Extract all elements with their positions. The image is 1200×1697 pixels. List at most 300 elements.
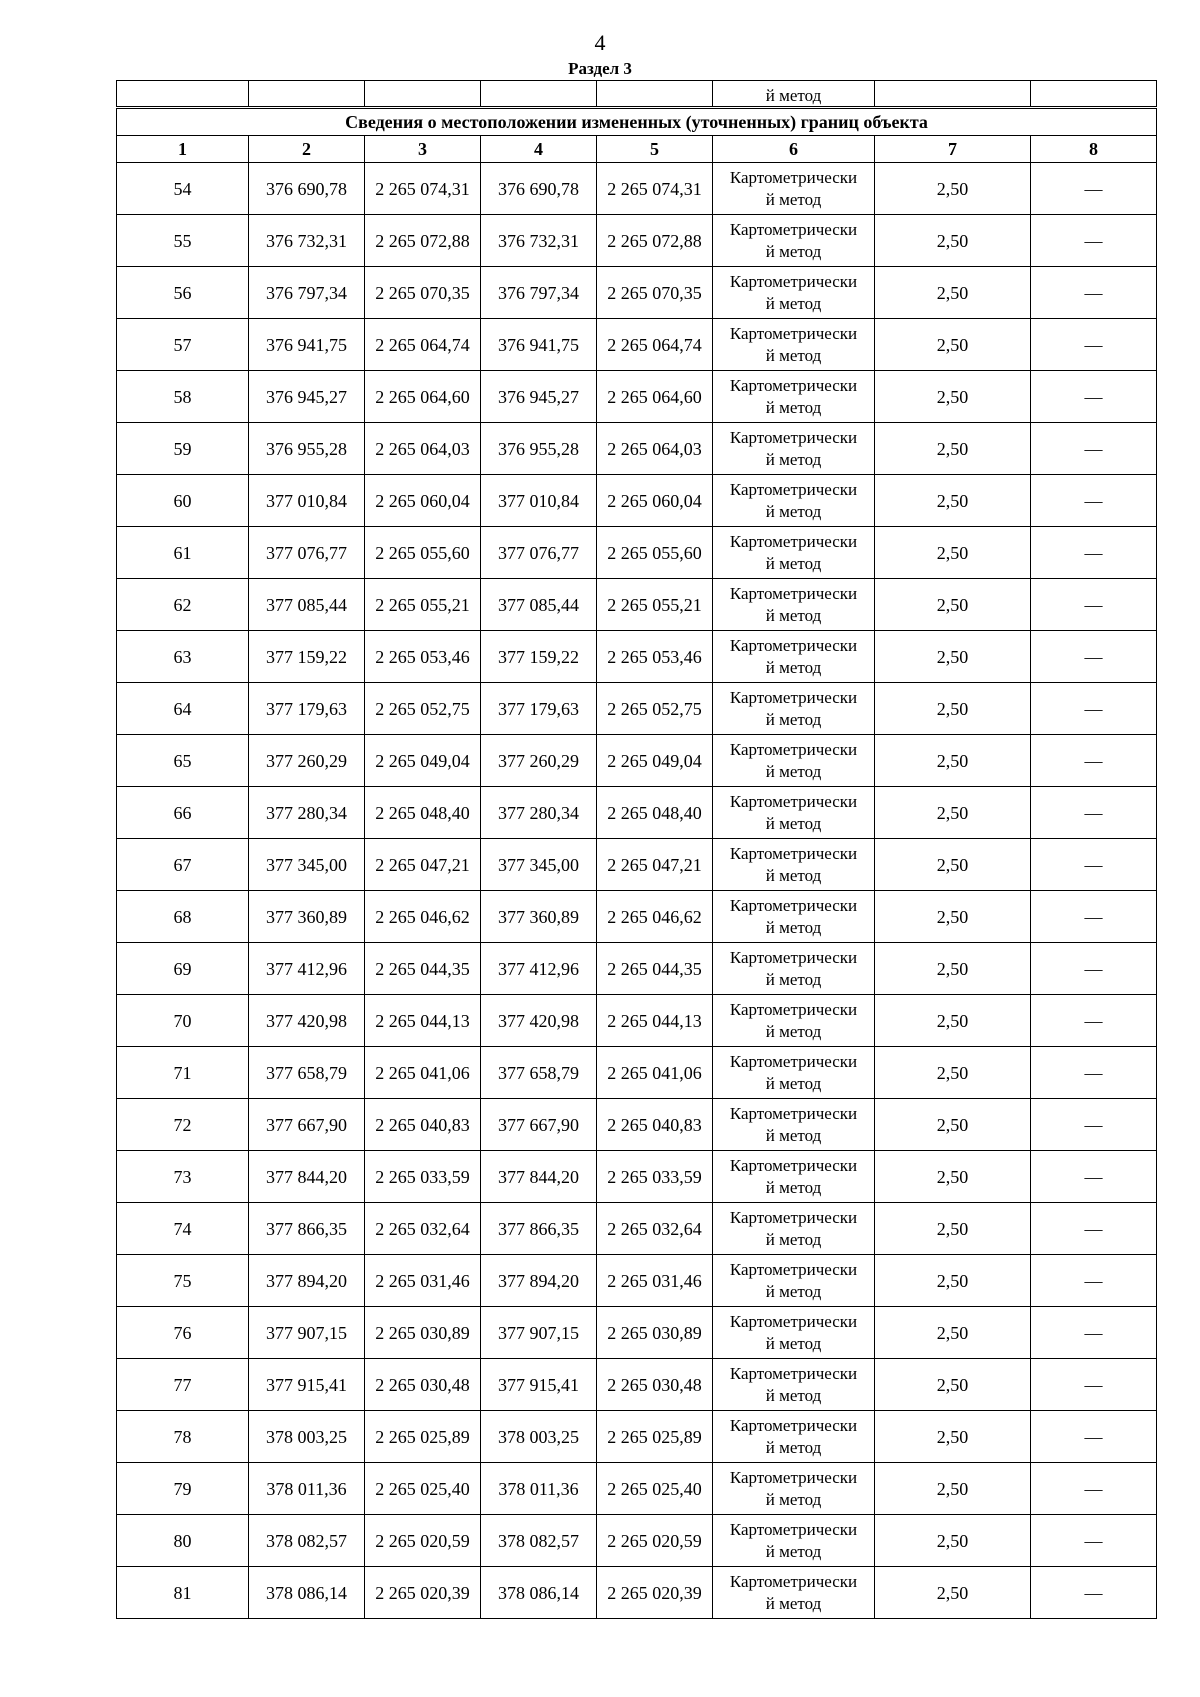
column-number: 5 (597, 136, 713, 163)
point-number-cell: 56 (117, 267, 249, 319)
point-number-cell: 57 (117, 319, 249, 371)
note-cell: — (1031, 683, 1157, 735)
column-number: 7 (875, 136, 1031, 163)
y-existing-cell: 2 265 044,35 (365, 943, 481, 995)
method-line-1: Картометрически (729, 480, 858, 499)
method-cell (713, 787, 875, 839)
method-line-2: й метод (765, 1490, 822, 1509)
x-existing-cell: 378 086,14 (249, 1567, 365, 1619)
x-existing-cell: 377 010,84 (249, 475, 365, 527)
method-cell (713, 1307, 875, 1359)
table-row (117, 839, 1157, 891)
x-refined-cell: 377 345,00 (481, 839, 597, 891)
x-existing-cell: 376 945,27 (249, 371, 365, 423)
method-line-2: й метод (765, 190, 822, 209)
accuracy-cell: 2,50 (875, 735, 1031, 787)
table-heading: Сведения о местоположении измененных (уточненных) границ объекта (117, 108, 1157, 136)
method-cell (713, 1099, 875, 1151)
note-cell: — (1031, 787, 1157, 839)
method-line-1: Картометрически (729, 688, 858, 707)
y-existing-cell: 2 265 044,13 (365, 995, 481, 1047)
point-number-cell: 80 (117, 1515, 249, 1567)
note-cell: — (1031, 1411, 1157, 1463)
accuracy-cell: 2,50 (875, 787, 1031, 839)
method-line-1: Картометрически (729, 896, 858, 915)
x-existing-cell: 377 894,20 (249, 1255, 365, 1307)
table-row (117, 1567, 1157, 1619)
y-refined-cell: 2 265 055,60 (597, 527, 713, 579)
x-refined-cell: 378 086,14 (481, 1567, 597, 1619)
method-line-2: й метод (765, 606, 822, 625)
point-number-cell: 63 (117, 631, 249, 683)
table-row (117, 475, 1157, 527)
method-cell (713, 1359, 875, 1411)
accuracy-cell: 2,50 (875, 1047, 1031, 1099)
method-line-2: й метод (765, 242, 822, 261)
y-refined-cell: 2 265 060,04 (597, 475, 713, 527)
empty-cell (117, 81, 249, 108)
note-cell: — (1031, 1463, 1157, 1515)
point-number-cell: 68 (117, 891, 249, 943)
point-number-cell: 55 (117, 215, 249, 267)
x-refined-cell: 377 412,96 (481, 943, 597, 995)
y-refined-cell: 2 265 020,39 (597, 1567, 713, 1619)
note-cell: — (1031, 1203, 1157, 1255)
y-refined-cell: 2 265 020,59 (597, 1515, 713, 1567)
note-cell: — (1031, 1307, 1157, 1359)
y-refined-cell: 2 265 064,03 (597, 423, 713, 475)
x-existing-cell: 377 076,77 (249, 527, 365, 579)
note-cell: — (1031, 631, 1157, 683)
method-line-1: Картометрически (729, 948, 858, 967)
method-line-1: Картометрически (729, 792, 858, 811)
y-existing-cell: 2 265 055,60 (365, 527, 481, 579)
accuracy-cell: 2,50 (875, 631, 1031, 683)
y-existing-cell: 2 265 020,39 (365, 1567, 481, 1619)
note-cell: — (1031, 579, 1157, 631)
accuracy-cell: 2,50 (875, 891, 1031, 943)
y-refined-cell: 2 265 040,83 (597, 1099, 713, 1151)
y-existing-cell: 2 265 046,62 (365, 891, 481, 943)
empty-cell (365, 81, 481, 108)
accuracy-cell: 2,50 (875, 995, 1031, 1047)
y-existing-cell: 2 265 072,88 (365, 215, 481, 267)
method-line-1: Картометрически (729, 1104, 858, 1123)
x-refined-cell: 376 690,78 (481, 163, 597, 215)
accuracy-cell: 2,50 (875, 839, 1031, 891)
y-existing-cell: 2 265 030,89 (365, 1307, 481, 1359)
continued-row (117, 81, 1157, 108)
y-refined-cell: 2 265 033,59 (597, 1151, 713, 1203)
method-cell (713, 371, 875, 423)
method-cell (713, 1463, 875, 1515)
point-number-cell: 76 (117, 1307, 249, 1359)
method-cell: й метод (713, 81, 875, 108)
point-number-cell: 70 (117, 995, 249, 1047)
table-row (117, 423, 1157, 475)
method-cell (713, 631, 875, 683)
y-refined-cell: 2 265 064,74 (597, 319, 713, 371)
y-existing-cell: 2 265 060,04 (365, 475, 481, 527)
accuracy-cell: 2,50 (875, 1255, 1031, 1307)
y-refined-cell: 2 265 053,46 (597, 631, 713, 683)
column-number-row (117, 136, 1157, 163)
point-number-cell: 72 (117, 1099, 249, 1151)
table-row (117, 1151, 1157, 1203)
method-line-2: й метод (765, 970, 822, 989)
y-existing-cell: 2 265 030,48 (365, 1359, 481, 1411)
y-refined-cell: 2 265 032,64 (597, 1203, 713, 1255)
method-cell (713, 215, 875, 267)
x-existing-cell: 376 955,28 (249, 423, 365, 475)
method-cell (713, 1151, 875, 1203)
accuracy-cell: 2,50 (875, 1203, 1031, 1255)
method-line-2: й метод (765, 1386, 822, 1405)
method-line-1: Картометрически (729, 220, 858, 239)
x-refined-cell: 377 260,29 (481, 735, 597, 787)
note-cell: — (1031, 891, 1157, 943)
method-line-1: Картометрически (729, 376, 858, 395)
table-row (117, 1515, 1157, 1567)
y-refined-cell: 2 265 049,04 (597, 735, 713, 787)
column-number: 3 (365, 136, 481, 163)
table-row (117, 1463, 1157, 1515)
x-existing-cell: 377 667,90 (249, 1099, 365, 1151)
y-existing-cell: 2 265 064,74 (365, 319, 481, 371)
accuracy-cell: 2,50 (875, 319, 1031, 371)
x-refined-cell: 376 945,27 (481, 371, 597, 423)
note-cell: — (1031, 1515, 1157, 1567)
y-existing-cell: 2 265 053,46 (365, 631, 481, 683)
method-cell (713, 1255, 875, 1307)
accuracy-cell: 2,50 (875, 683, 1031, 735)
x-existing-cell: 377 179,63 (249, 683, 365, 735)
method-line-2: й метод (765, 1282, 822, 1301)
table-row (117, 891, 1157, 943)
method-cell (713, 319, 875, 371)
y-existing-cell: 2 265 041,06 (365, 1047, 481, 1099)
x-existing-cell: 377 345,00 (249, 839, 365, 891)
y-refined-cell: 2 265 030,48 (597, 1359, 713, 1411)
x-existing-cell: 377 866,35 (249, 1203, 365, 1255)
x-existing-cell: 378 003,25 (249, 1411, 365, 1463)
empty-cell (1031, 81, 1157, 108)
x-existing-cell: 377 420,98 (249, 995, 365, 1047)
x-refined-cell: 377 658,79 (481, 1047, 597, 1099)
method-line-1: Картометрически (729, 324, 858, 343)
column-number: 4 (481, 136, 597, 163)
table-row (117, 527, 1157, 579)
accuracy-cell: 2,50 (875, 527, 1031, 579)
y-refined-cell: 2 265 052,75 (597, 683, 713, 735)
y-refined-cell: 2 265 044,13 (597, 995, 713, 1047)
y-existing-cell: 2 265 049,04 (365, 735, 481, 787)
accuracy-cell: 2,50 (875, 1099, 1031, 1151)
y-refined-cell: 2 265 074,31 (597, 163, 713, 215)
accuracy-cell: 2,50 (875, 1515, 1031, 1567)
accuracy-cell: 2,50 (875, 475, 1031, 527)
method-cell (713, 1567, 875, 1619)
method-line-2: й метод (765, 710, 822, 729)
point-number-cell: 77 (117, 1359, 249, 1411)
x-refined-cell: 377 907,15 (481, 1307, 597, 1359)
method-line-2: й метод (765, 1438, 822, 1457)
note-cell: — (1031, 1099, 1157, 1151)
empty-cell (597, 81, 713, 108)
accuracy-cell: 2,50 (875, 423, 1031, 475)
accuracy-cell: 2,50 (875, 943, 1031, 995)
note-cell: — (1031, 1359, 1157, 1411)
note-cell: — (1031, 215, 1157, 267)
method-cell (713, 579, 875, 631)
method-line-1: Картометрически (729, 1312, 858, 1331)
x-refined-cell: 377 076,77 (481, 527, 597, 579)
method-line-2: й метод (765, 866, 822, 885)
table-row (117, 943, 1157, 995)
empty-cell (875, 81, 1031, 108)
method-line-1: Картометрически (729, 428, 858, 447)
point-number-cell: 54 (117, 163, 249, 215)
empty-cell (249, 81, 365, 108)
point-number-cell: 78 (117, 1411, 249, 1463)
note-cell: — (1031, 475, 1157, 527)
method-cell (713, 423, 875, 475)
x-existing-cell: 377 159,22 (249, 631, 365, 683)
x-refined-cell: 376 732,31 (481, 215, 597, 267)
method-line-2: й метод (765, 1074, 822, 1093)
x-existing-cell: 376 941,75 (249, 319, 365, 371)
method-line-2: й метод (765, 918, 822, 937)
table-row (117, 267, 1157, 319)
note-cell: — (1031, 995, 1157, 1047)
table-row (117, 1047, 1157, 1099)
x-refined-cell: 376 797,34 (481, 267, 597, 319)
note-cell: — (1031, 1255, 1157, 1307)
method-line-2: й метод (765, 1178, 822, 1197)
x-existing-cell: 377 260,29 (249, 735, 365, 787)
y-existing-cell: 2 265 055,21 (365, 579, 481, 631)
note-cell: — (1031, 1567, 1157, 1619)
y-refined-cell: 2 265 041,06 (597, 1047, 713, 1099)
table-row (117, 1359, 1157, 1411)
table-row (117, 579, 1157, 631)
method-cell (713, 475, 875, 527)
y-existing-cell: 2 265 048,40 (365, 787, 481, 839)
point-number-cell: 59 (117, 423, 249, 475)
point-number-cell: 61 (117, 527, 249, 579)
table-row (117, 1255, 1157, 1307)
x-refined-cell: 377 085,44 (481, 579, 597, 631)
point-number-cell: 75 (117, 1255, 249, 1307)
x-refined-cell: 378 082,57 (481, 1515, 597, 1567)
point-number-cell: 58 (117, 371, 249, 423)
y-existing-cell: 2 265 064,03 (365, 423, 481, 475)
method-line-1: Картометрически (729, 844, 858, 863)
x-existing-cell: 377 844,20 (249, 1151, 365, 1203)
x-refined-cell: 377 915,41 (481, 1359, 597, 1411)
method-line-1: Картометрически (729, 584, 858, 603)
note-cell: — (1031, 527, 1157, 579)
method-line-1: Картометрически (729, 1468, 858, 1487)
note-cell: — (1031, 319, 1157, 371)
method-cell (713, 1411, 875, 1463)
column-number: 1 (117, 136, 249, 163)
method-line-2: й метод (765, 1022, 822, 1041)
point-number-cell: 62 (117, 579, 249, 631)
point-number-cell: 64 (117, 683, 249, 735)
column-number: 6 (713, 136, 875, 163)
x-refined-cell: 376 955,28 (481, 423, 597, 475)
note-cell: — (1031, 1151, 1157, 1203)
table-row (117, 735, 1157, 787)
method-line-1: Картометрически (729, 1156, 858, 1175)
accuracy-cell: 2,50 (875, 163, 1031, 215)
x-refined-cell: 377 280,34 (481, 787, 597, 839)
x-refined-cell: 378 003,25 (481, 1411, 597, 1463)
table-row (117, 371, 1157, 423)
x-refined-cell: 378 011,36 (481, 1463, 597, 1515)
x-existing-cell: 376 797,34 (249, 267, 365, 319)
note-cell: — (1031, 839, 1157, 891)
point-number-cell: 69 (117, 943, 249, 995)
x-existing-cell: 377 658,79 (249, 1047, 365, 1099)
y-refined-cell: 2 265 031,46 (597, 1255, 713, 1307)
section-title: Раздел 3 (568, 59, 632, 78)
method-line-2: й метод (765, 1542, 822, 1561)
x-existing-cell: 377 907,15 (249, 1307, 365, 1359)
method-line-2: й метод (765, 450, 822, 469)
method-line-1: Картометрически (729, 1208, 858, 1227)
empty-cell (481, 81, 597, 108)
method-line-2: й метод (765, 1230, 822, 1249)
x-refined-cell: 376 941,75 (481, 319, 597, 371)
table-row (117, 1307, 1157, 1359)
method-line-1: Картометрически (729, 1572, 858, 1591)
table-row (117, 215, 1157, 267)
y-refined-cell: 2 265 044,35 (597, 943, 713, 995)
table-row (117, 1099, 1157, 1151)
method-cell (713, 995, 875, 1047)
y-existing-cell: 2 265 033,59 (365, 1151, 481, 1203)
y-existing-cell: 2 265 070,35 (365, 267, 481, 319)
x-existing-cell: 377 915,41 (249, 1359, 365, 1411)
note-cell: — (1031, 735, 1157, 787)
note-cell: — (1031, 371, 1157, 423)
accuracy-cell: 2,50 (875, 1463, 1031, 1515)
method-cell (713, 735, 875, 787)
x-existing-cell: 378 011,36 (249, 1463, 365, 1515)
x-refined-cell: 377 667,90 (481, 1099, 597, 1151)
method-line-2: й метод (765, 502, 822, 521)
method-line-1: Картометрически (729, 1520, 858, 1539)
method-cell (713, 1203, 875, 1255)
x-existing-cell: 377 360,89 (249, 891, 365, 943)
point-number-cell: 67 (117, 839, 249, 891)
x-refined-cell: 377 866,35 (481, 1203, 597, 1255)
table-row (117, 1411, 1157, 1463)
page-number: 4 (594, 30, 606, 55)
table-row (117, 995, 1157, 1047)
column-number: 2 (249, 136, 365, 163)
accuracy-cell: 2,50 (875, 1411, 1031, 1463)
method-line-2: й метод (765, 346, 822, 365)
y-existing-cell: 2 265 032,64 (365, 1203, 481, 1255)
accuracy-cell: 2,50 (875, 1567, 1031, 1619)
accuracy-cell: 2,50 (875, 215, 1031, 267)
method-cell (713, 683, 875, 735)
method-cell (713, 943, 875, 995)
y-existing-cell: 2 265 025,40 (365, 1463, 481, 1515)
method-line-1: Картометрически (729, 1364, 858, 1383)
accuracy-cell: 2,50 (875, 579, 1031, 631)
x-existing-cell: 377 412,96 (249, 943, 365, 995)
method-cell (713, 1047, 875, 1099)
method-line-1: Картометрически (729, 740, 858, 759)
method-cell (713, 839, 875, 891)
point-number-cell: 74 (117, 1203, 249, 1255)
y-refined-cell: 2 265 055,21 (597, 579, 713, 631)
method-line-2: й метод (765, 554, 822, 573)
y-existing-cell: 2 265 052,75 (365, 683, 481, 735)
method-line-1: Картометрически (729, 1052, 858, 1071)
x-refined-cell: 377 179,63 (481, 683, 597, 735)
point-number-cell: 71 (117, 1047, 249, 1099)
y-refined-cell: 2 265 025,89 (597, 1411, 713, 1463)
table-row (117, 319, 1157, 371)
method-line-2: й метод (765, 1334, 822, 1353)
table-row (117, 683, 1157, 735)
point-number-cell: 81 (117, 1567, 249, 1619)
point-number-cell: 73 (117, 1151, 249, 1203)
y-refined-cell: 2 265 064,60 (597, 371, 713, 423)
x-existing-cell: 376 690,78 (249, 163, 365, 215)
note-cell: — (1031, 943, 1157, 995)
x-existing-cell: 377 280,34 (249, 787, 365, 839)
x-refined-cell: 377 010,84 (481, 475, 597, 527)
method-line-1: Картометрически (729, 168, 858, 187)
accuracy-cell: 2,50 (875, 371, 1031, 423)
note-cell: — (1031, 1047, 1157, 1099)
y-existing-cell: 2 265 031,46 (365, 1255, 481, 1307)
x-refined-cell: 377 894,20 (481, 1255, 597, 1307)
x-refined-cell: 377 844,20 (481, 1151, 597, 1203)
y-refined-cell: 2 265 070,35 (597, 267, 713, 319)
method-line-1: Картометрически (729, 532, 858, 551)
note-cell: — (1031, 267, 1157, 319)
method-cell (713, 267, 875, 319)
y-existing-cell: 2 265 040,83 (365, 1099, 481, 1151)
x-existing-cell: 378 082,57 (249, 1515, 365, 1567)
y-refined-cell: 2 265 025,40 (597, 1463, 713, 1515)
method-line-1: Картометрически (729, 1000, 858, 1019)
y-existing-cell: 2 265 064,60 (365, 371, 481, 423)
accuracy-cell: 2,50 (875, 1359, 1031, 1411)
y-refined-cell: 2 265 072,88 (597, 215, 713, 267)
y-existing-cell: 2 265 025,89 (365, 1411, 481, 1463)
y-refined-cell: 2 265 030,89 (597, 1307, 713, 1359)
point-number-cell: 60 (117, 475, 249, 527)
accuracy-cell: 2,50 (875, 1151, 1031, 1203)
column-number: 8 (1031, 136, 1157, 163)
y-refined-cell: 2 265 048,40 (597, 787, 713, 839)
method-line-2: й метод (765, 762, 822, 781)
y-existing-cell: 2 265 074,31 (365, 163, 481, 215)
y-existing-cell: 2 265 020,59 (365, 1515, 481, 1567)
method-line-2: й метод (765, 398, 822, 417)
table-row (117, 1203, 1157, 1255)
table-row (117, 163, 1157, 215)
x-existing-cell: 377 085,44 (249, 579, 365, 631)
